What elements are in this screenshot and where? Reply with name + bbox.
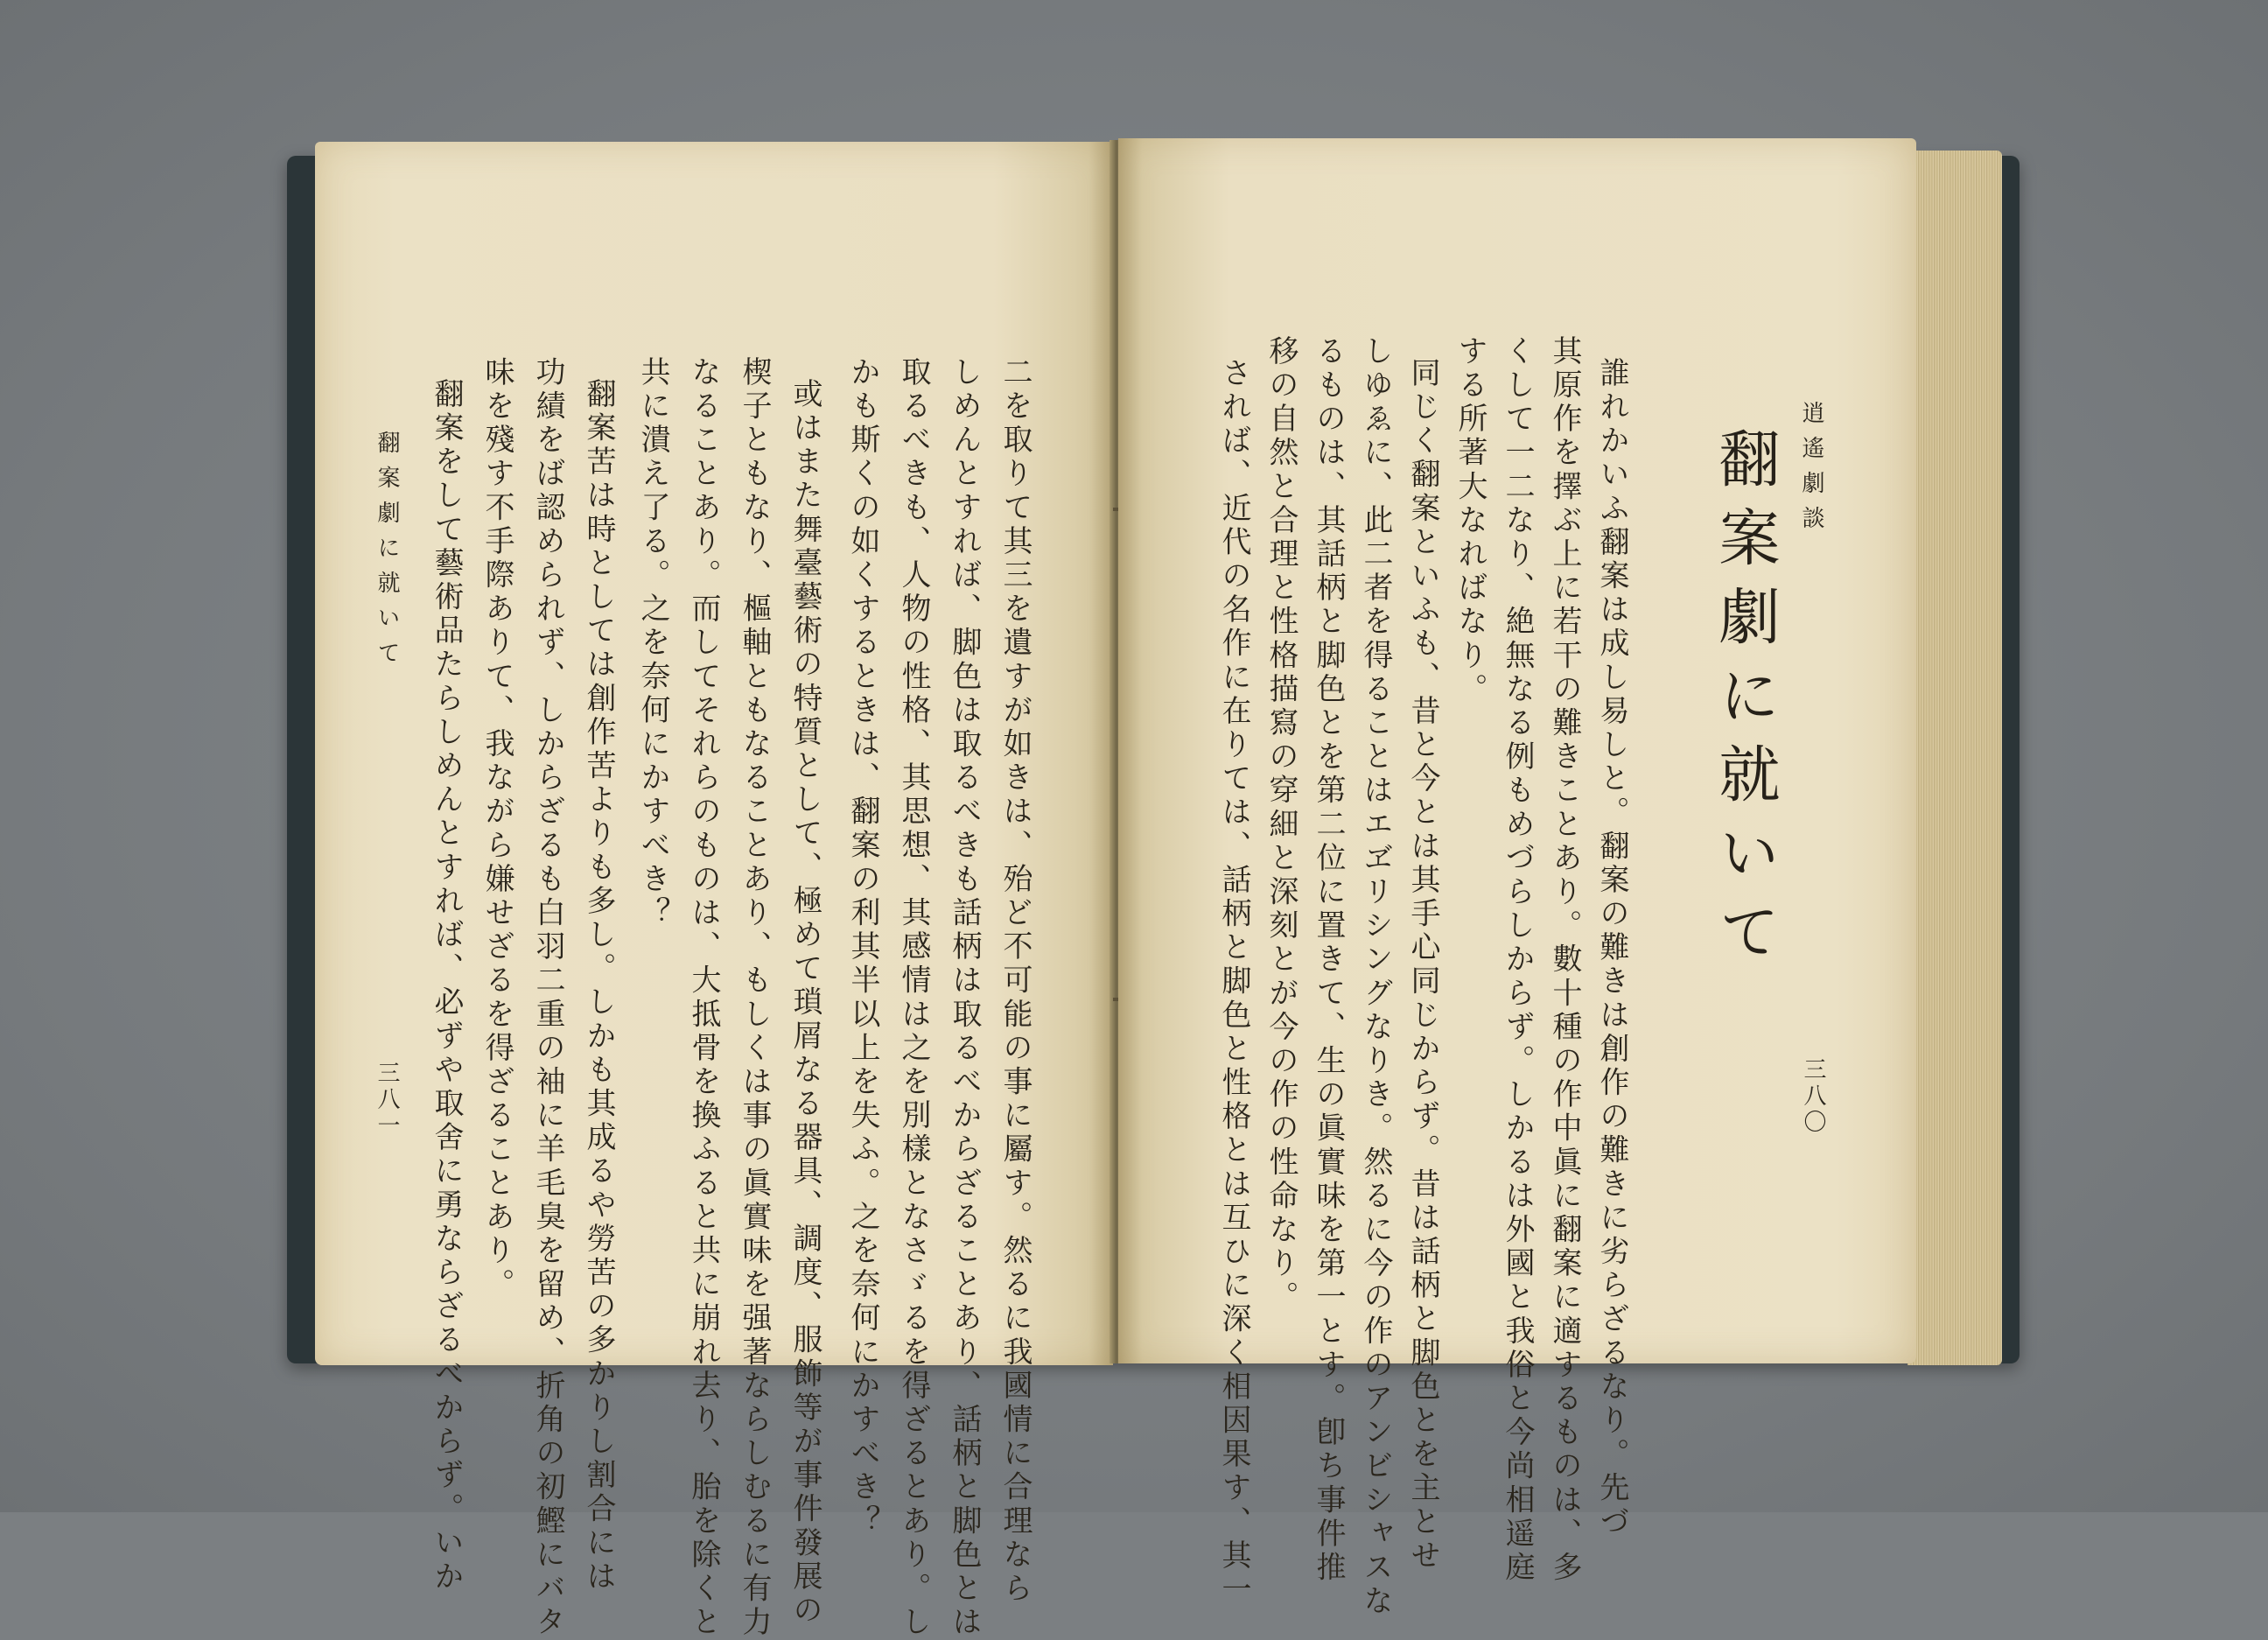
text-line: くして一二なり、絶無なる例もめづらしからず。しかるは外國と我俗と今尚相遥庭 [1500, 335, 1535, 1586]
text-line: 移の自然と合理と性格描寫の穿細と深刻とが今の作の性命なり。 [1264, 335, 1298, 1315]
text-line: るものは、其話柄と脚色とを第二位に置きて、生の眞實味を第一とす。卽ち事件推 [1311, 335, 1346, 1586]
text-line: 同じく翻案といふも、昔と今とは其手心同じからず。昔は話柄と脚色とを主とせ [1405, 357, 1440, 1573]
text-line: 二を取りて其三を遺すが如きは、殆ど不可能の事に屬す。然るに我國情に合理なら [998, 356, 1032, 1607]
text-line: しゆゑに、此二者を得ることはエヹリシングなりき。然るに今の作のアンビシャスな [1358, 335, 1393, 1619]
text-line: 味を殘す不手際ありて、我ながら嫌せざるを得ざることあり。 [480, 356, 514, 1302]
text-line: かも斯くの如くするときは、翻案の利其半以上を失ふ。之を奈何にかすべき？ [845, 356, 880, 1538]
left-page [315, 142, 1113, 1640]
text-line: 翻案をして藝術品たらしめんとすれば、必ずや取舍に勇ならざるべからず。いか [429, 378, 464, 1594]
running-head: 翻案劇に就いて [374, 431, 400, 676]
text-line: なることあり。而してそれらのものは、大抵骨を換ふると共に崩れ去り、胎を除くと [686, 356, 721, 1640]
text-line: 共に潰え了る。之を奈何にかすべき？ [635, 356, 670, 931]
text-line: 功績をば認められず、しからざるも白羽二重の袖に羊毛臭を留め、折角の初鰹にバタ [530, 356, 565, 1640]
text-line: 或はまた舞臺藝術の特質として、極めて瑣屑なる器具、調度、服飾等が事件發展の [788, 378, 822, 1629]
chapter-title: 翻案劇に就いて [1709, 427, 1781, 978]
page-edges [1908, 151, 2002, 1365]
text-line: する所著大なればなり。 [1452, 335, 1488, 707]
text-line: 取るべきも、人物の性格、其思想、其感情は之を別樣となさゞるを得ざるとあり。し [896, 356, 931, 1640]
right-page [1118, 138, 1916, 1619]
text-line: 其原作を擇ぶ上に若干の難きことあり。數十種の作中眞に翻案に適するものは、多 [1547, 335, 1582, 1586]
text-line: 楔子ともなり、樞軸ともなることあり、もしくは事の眞實味を强著ならしむるに有力 [737, 356, 772, 1640]
running-head: 逍遙劇談 [1798, 401, 1824, 541]
text-line: 翻案苦は時としては創作苦よりも多し。しかも其成るや勞苦の多かりし割合には [581, 378, 616, 1594]
text-line: 誰れかいふ翻案は成し易しと。翻案の難きは創作の難きに劣らざるなり。先づ [1594, 357, 1629, 1539]
page-number: 三八一 [374, 1061, 400, 1139]
page-number: 三八〇 [1800, 1057, 1826, 1136]
text-line: されば、近代の名作に在りては、話柄と脚色と性格とは互ひに深く相因果す、其一 [1216, 357, 1251, 1608]
text-line: しめんとすれば、脚色は取るべきも話柄は取るべからざることあり、話柄と脚色とは [947, 356, 982, 1640]
